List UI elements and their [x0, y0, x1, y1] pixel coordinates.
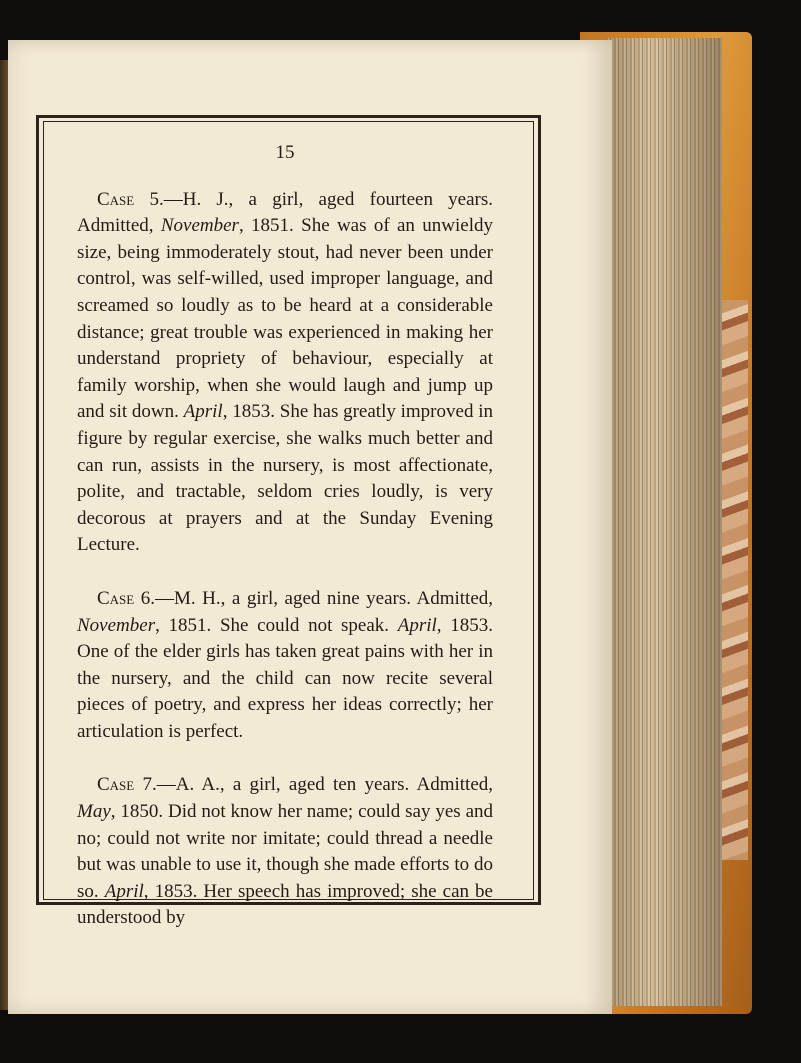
case-paragraph-7 — [77, 772, 493, 932]
case-label: Case 6. — [97, 587, 156, 609]
case-text: —M. H., a girl, aged nine years. Admitted, — [155, 587, 493, 609]
page-stack-shading — [606, 38, 722, 1006]
case-label: Case 7. — [97, 774, 157, 796]
case-text: —H. J., a girl, aged fourteen years. Admitted, — [77, 188, 494, 237]
case-text: , 1853. She has greatly improved in figure by regular exercise, she walks much better and can run, assists in the nursery, is most affectionate, polite, and tractable, seldom cries loudly, is very decorous at prayers and at the Sunday Evening Lecture. — [77, 401, 493, 556]
case-text: , 1853. One of the elder girls has taken great pains with her in the nursery, and the child can now recite several pieces of poetry, and express her ideas correctly; her articulation is perfect. — [77, 614, 493, 742]
case-date-italic: April — [104, 880, 144, 902]
marbled-endpaper — [718, 300, 748, 860]
case-text: , 1853. Her speech has improved; she can be understood by — [77, 880, 493, 929]
case-paragraph-5 — [77, 187, 493, 559]
case-date-italic: April — [183, 401, 223, 423]
case-date-italic: April — [397, 614, 437, 636]
case-text: , 1850. Did not know her name; could say yes and no; could not write nor imitate; could thread a needle but was unable to use it, though she made efforts to do so. — [77, 801, 493, 902]
case-label: Case 5. — [97, 188, 164, 210]
case-text: —A. A., a girl, aged ten years. Admitted, — [156, 774, 494, 796]
case-text: , 1851. She could not speak. — [155, 614, 398, 636]
page-number: 15 — [275, 142, 295, 163]
case-date-italic: November — [160, 215, 239, 237]
case-date-italic: November — [77, 614, 156, 636]
case-date-italic: May — [77, 801, 111, 823]
case-paragraph-6 — [77, 586, 493, 746]
case-text: , 1851. She was of an unwieldy size, being immoderately stout, had never been under control, was self-willed, used improper language, and screamed so loudly as to be heard at a considerable distance; great trouble was experienced in making her understand propriety of behaviour, especially at family worship, when she would laugh and jump up and sit down. — [77, 215, 493, 423]
page-text — [77, 140, 493, 932]
